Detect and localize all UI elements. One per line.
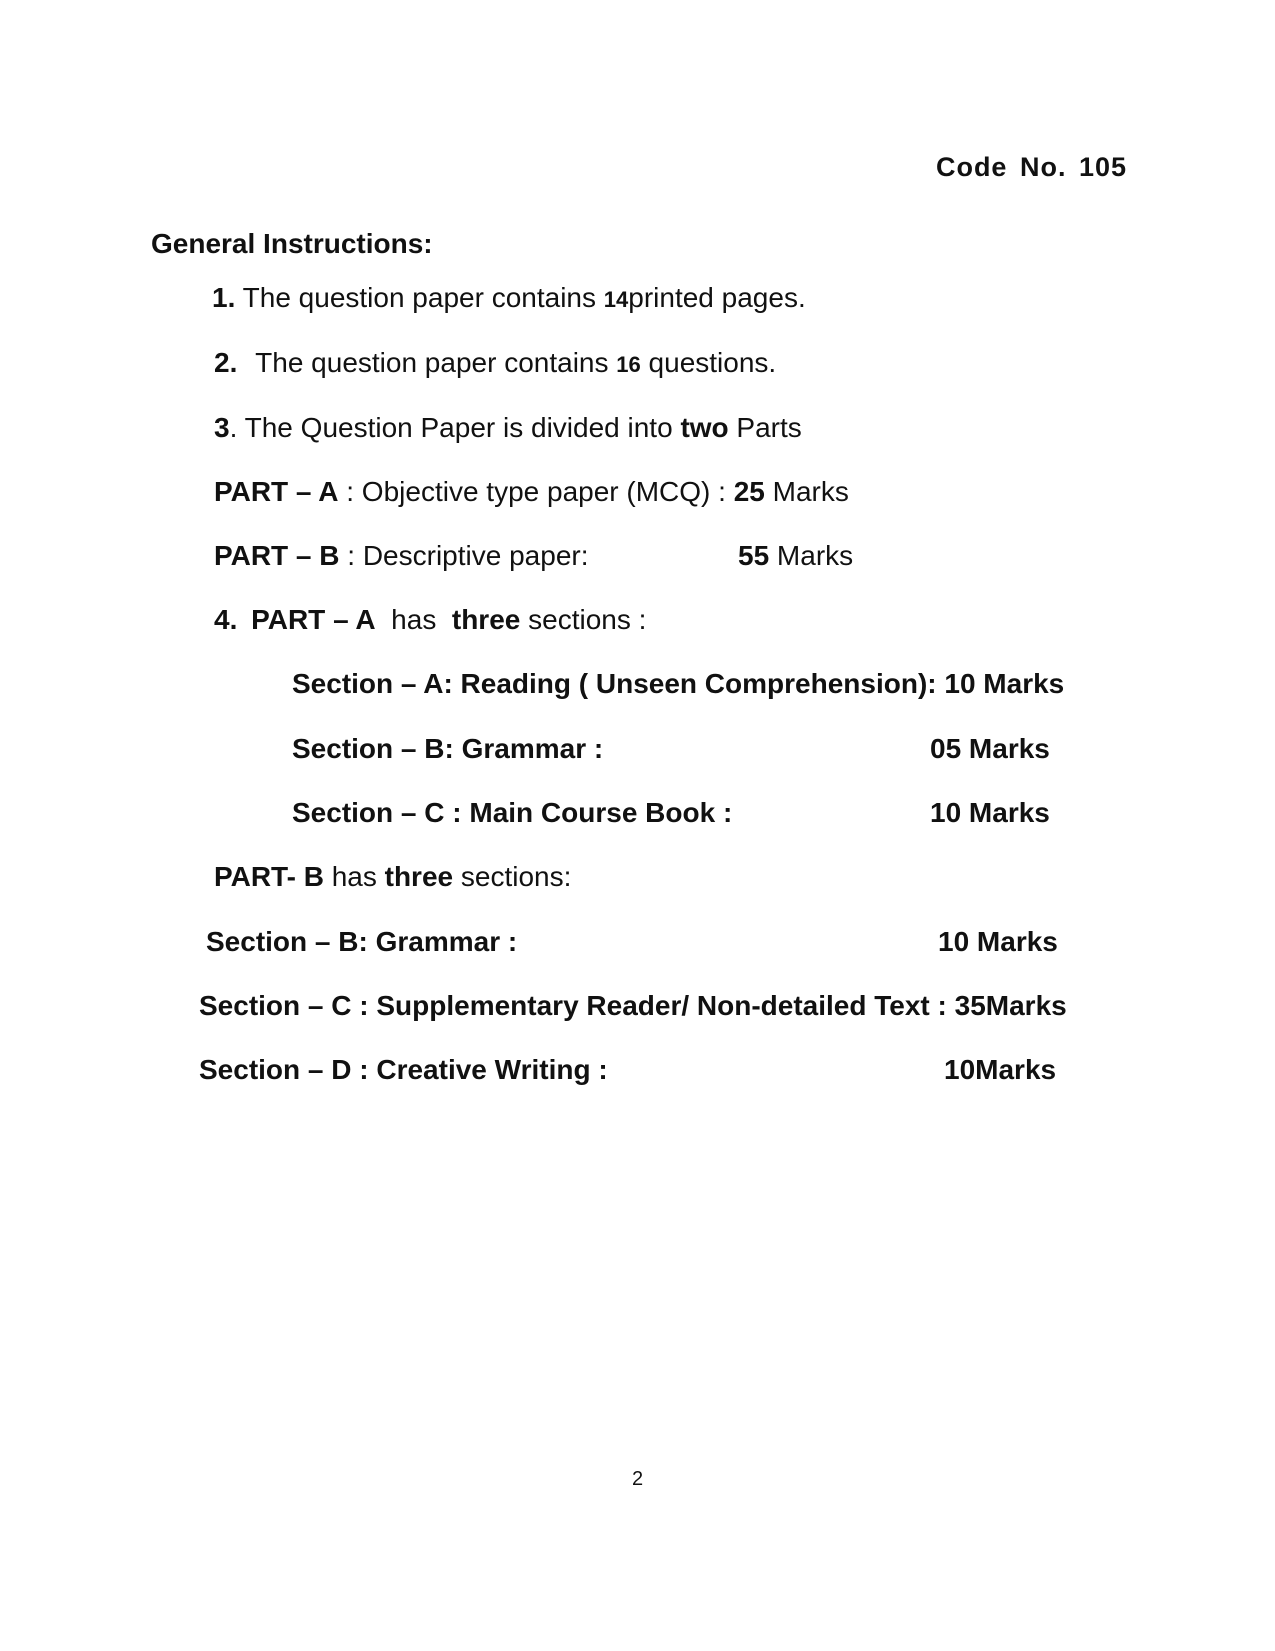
instruction-text: printed pages. [628,282,806,313]
part-b-section-b: Section – B: Grammar : [206,926,518,957]
marks-unit: Marks [769,540,854,571]
part-b-section-d-marks: 10Marks [944,1054,1057,1085]
section-count: three [451,604,521,635]
part-b-marks: 55 [738,540,770,571]
instruction-2 [214,345,776,383]
part-b-intro [214,859,571,895]
section-count: three [384,861,454,892]
instruction-1 [212,280,806,318]
part-b-marks-line [738,538,853,574]
instruction-text: The question paper contains [242,282,604,313]
part-b-section-c: Section – C : Supplementary Reader/ Non-detailed Text : 35Marks [199,990,1067,1021]
instruction-text: questions. [640,347,777,378]
instruction-number: 4. [214,604,238,635]
parts-count: two [680,412,729,443]
part-a-label: PART – A [214,476,339,507]
instruction-number: 1. [212,282,236,313]
instruction-text: has [375,604,452,635]
instruction-3 [214,410,802,446]
instruction-text: sections: [453,861,572,892]
instruction-text: The question paper contains [255,347,617,378]
code-number: Code No. 105 [935,152,1127,182]
part-a-label: PART – A [251,604,376,635]
instruction-number: 2. [214,347,238,378]
part-b-section-d: Section – D : Creative Writing : [199,1054,608,1085]
part-b-label: PART- B [214,861,324,892]
part-a-line [214,474,849,510]
instruction-text: Parts [728,412,802,443]
part-a-section-c-marks: 10 Marks [930,797,1050,828]
marks-unit: Marks [764,476,849,507]
part-a-section-c: Section – C : Main Course Book : [292,797,733,828]
instruction-text: . The Question Paper is divided into [229,412,681,443]
part-a-marks: 25 [733,476,765,507]
part-b-line [214,538,589,574]
instruction-number: 3 [214,412,230,443]
part-b-section-b-marks: 10 Marks [938,926,1058,957]
part-a-description: : Objective type paper (MCQ) : [338,476,734,507]
instruction-text: sections : [520,604,647,635]
general-instructions-heading: General Instructions: [151,228,433,259]
page-count: 14 [603,287,629,312]
question-count: 16 [616,352,641,377]
page-number: 2 [631,1468,644,1490]
part-a-section-b-marks: 05 Marks [930,733,1050,764]
instruction-4 [214,602,646,638]
instruction-text: has [323,861,385,892]
part-a-section-a: Section – A: Reading ( Unseen Comprehension): 10 Marks [292,668,1065,699]
part-a-section-b: Section – B: Grammar : [292,733,604,764]
part-b-description: : Descriptive paper: [339,540,589,571]
part-b-label: PART – B [214,540,340,571]
